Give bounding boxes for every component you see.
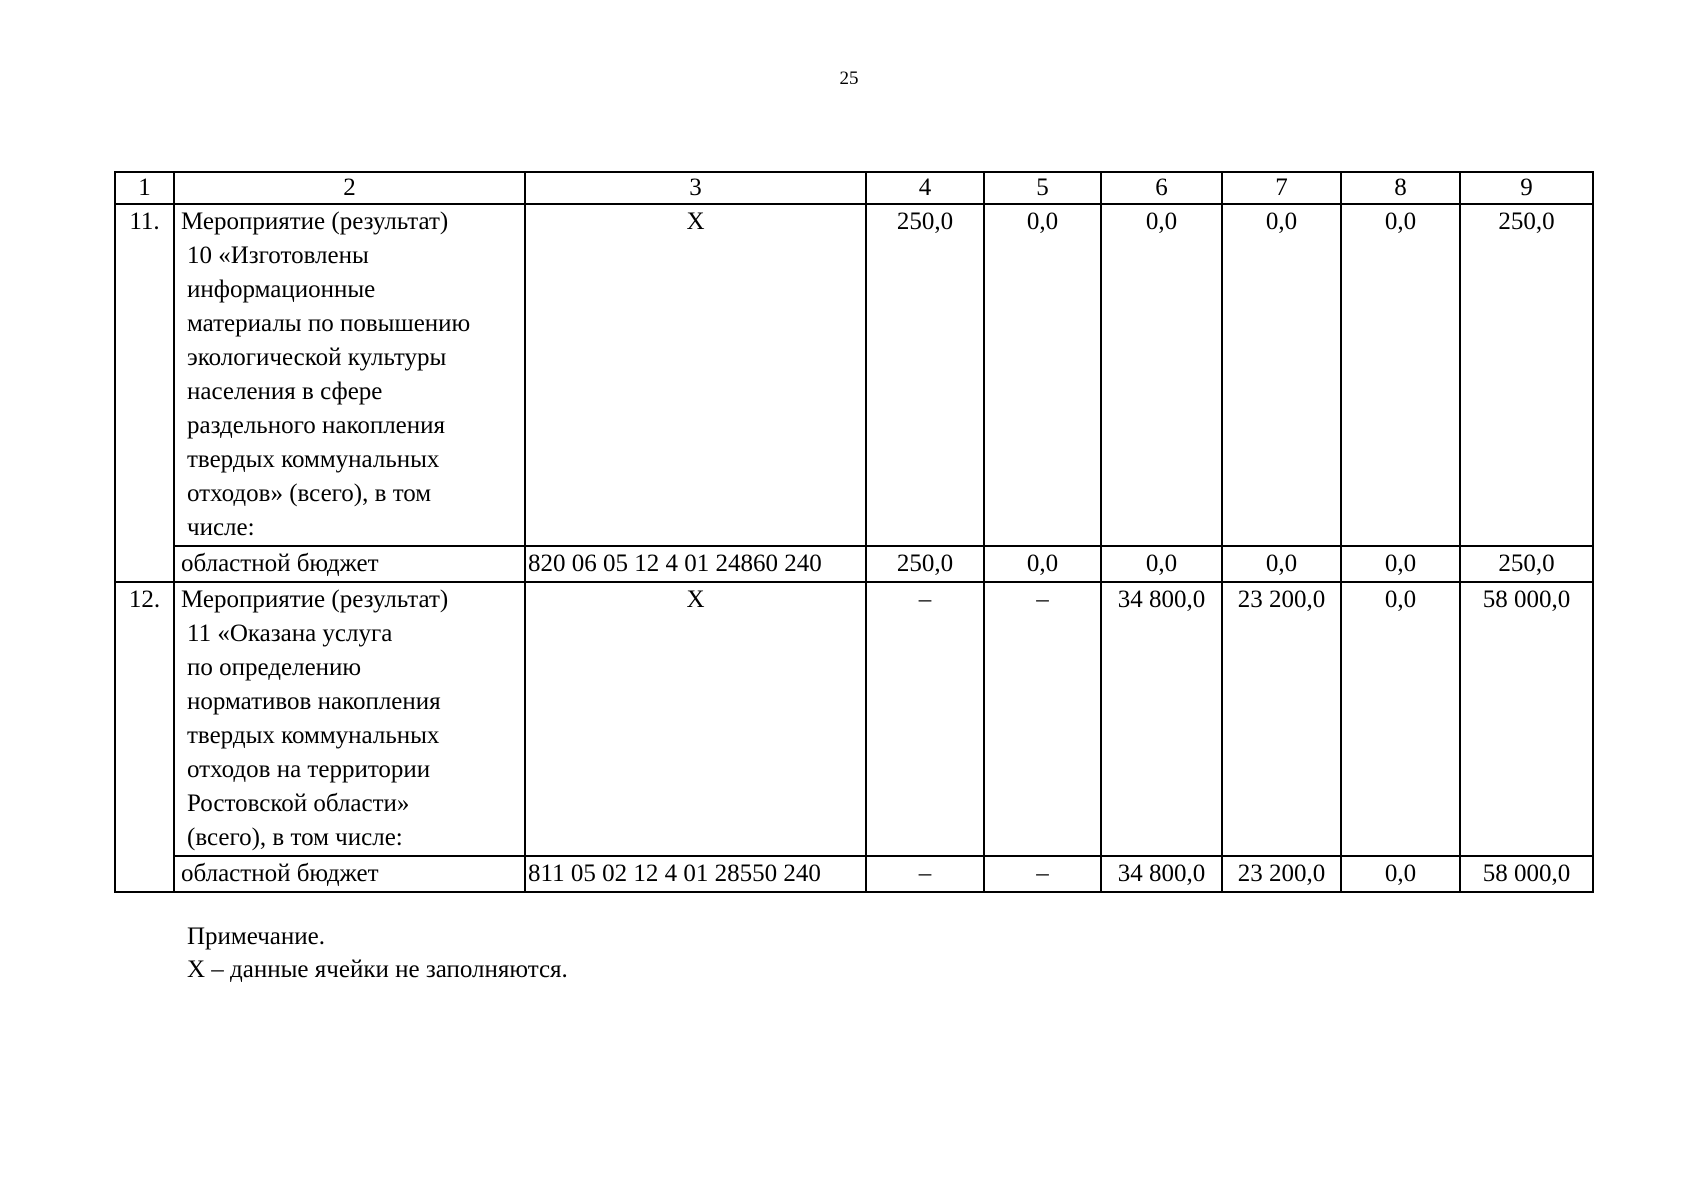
table-subrow: [115, 546, 1593, 582]
event-description: [174, 204, 525, 546]
funding-source-label: областной бюджет: [174, 856, 525, 892]
table-header-row: [115, 172, 1593, 204]
description-line: твердых коммунальных: [187, 722, 440, 749]
value-cell: 0,0: [1101, 204, 1222, 546]
budget-table: [114, 171, 1594, 893]
value-cell: –: [866, 582, 984, 856]
table-row: [115, 204, 1593, 546]
description-line: отходов на территории: [187, 756, 431, 783]
value-cell: 58 000,0: [1460, 856, 1593, 892]
page-number: 25: [839, 68, 859, 89]
value-cell: 23 200,0: [1222, 856, 1341, 892]
funding-source-label: областной бюджет: [174, 546, 525, 582]
value-cell: 34 800,0: [1101, 582, 1222, 856]
value-cell: –: [866, 856, 984, 892]
value-cell: 0,0: [1222, 546, 1341, 582]
description-line: твердых коммунальных: [187, 446, 440, 473]
description-line: нормативов накопления: [187, 688, 441, 715]
value-cell: 0,0: [1341, 856, 1460, 892]
footnote-text: X – данные ячейки не заполняются.: [187, 956, 568, 983]
header-cell: 4: [866, 172, 984, 204]
header-cell: 9: [1460, 172, 1593, 204]
description-line: раздельного накопления: [187, 412, 446, 439]
description-line: (всего), в том числе:: [187, 824, 403, 851]
budget-code-cell: X: [525, 204, 866, 546]
value-cell: –: [984, 582, 1101, 856]
row-number: 11.: [115, 204, 174, 582]
description-line: материалы по повышению: [187, 310, 471, 337]
value-cell: 0,0: [984, 204, 1101, 546]
description-line: информационные: [187, 276, 376, 303]
header-cell: 1: [115, 172, 174, 204]
description-line: экологической культуры: [187, 344, 447, 371]
value-cell: 250,0: [866, 546, 984, 582]
value-cell: 58 000,0: [1460, 582, 1593, 856]
description-line: 10 «Изготовлены: [187, 242, 369, 269]
description-line: по определению: [187, 654, 362, 681]
value-cell: 0,0: [1101, 546, 1222, 582]
description-line: отходов» (всего), в том: [187, 480, 432, 507]
header-cell: 2: [174, 172, 525, 204]
table-subrow: [115, 856, 1593, 892]
description-line: Мероприятие (результат): [181, 208, 449, 235]
row-number: 12.: [115, 582, 174, 892]
value-cell: 250,0: [866, 204, 984, 546]
value-cell: 0,0: [1341, 582, 1460, 856]
header-cell: 7: [1222, 172, 1341, 204]
event-description: [174, 582, 525, 856]
footnote: [187, 920, 568, 986]
budget-code-cell: 811 05 02 12 4 01 28550 240: [525, 856, 866, 892]
value-cell: 0,0: [984, 546, 1101, 582]
value-cell: 34 800,0: [1101, 856, 1222, 892]
value-cell: 23 200,0: [1222, 582, 1341, 856]
budget-code-cell: X: [525, 582, 866, 856]
header-cell: 6: [1101, 172, 1222, 204]
value-cell: 0,0: [1222, 204, 1341, 546]
header-cell: 8: [1341, 172, 1460, 204]
table-row: [115, 582, 1593, 856]
value-cell: –: [984, 856, 1101, 892]
value-cell: 0,0: [1341, 546, 1460, 582]
value-cell: 250,0: [1460, 546, 1593, 582]
description-line: Ростовской области»: [187, 790, 410, 817]
value-cell: 0,0: [1341, 204, 1460, 546]
budget-code-cell: 820 06 05 12 4 01 24860 240: [525, 546, 866, 582]
value-cell: 250,0: [1460, 204, 1593, 546]
header-cell: 3: [525, 172, 866, 204]
description-line: населения в сфере: [187, 378, 383, 405]
header-cell: 5: [984, 172, 1101, 204]
description-line: числе:: [187, 514, 255, 541]
description-line: 11 «Оказана услуга: [187, 620, 393, 647]
description-line: Мероприятие (результат): [181, 586, 449, 613]
footnote-title: Примечание.: [187, 923, 326, 950]
